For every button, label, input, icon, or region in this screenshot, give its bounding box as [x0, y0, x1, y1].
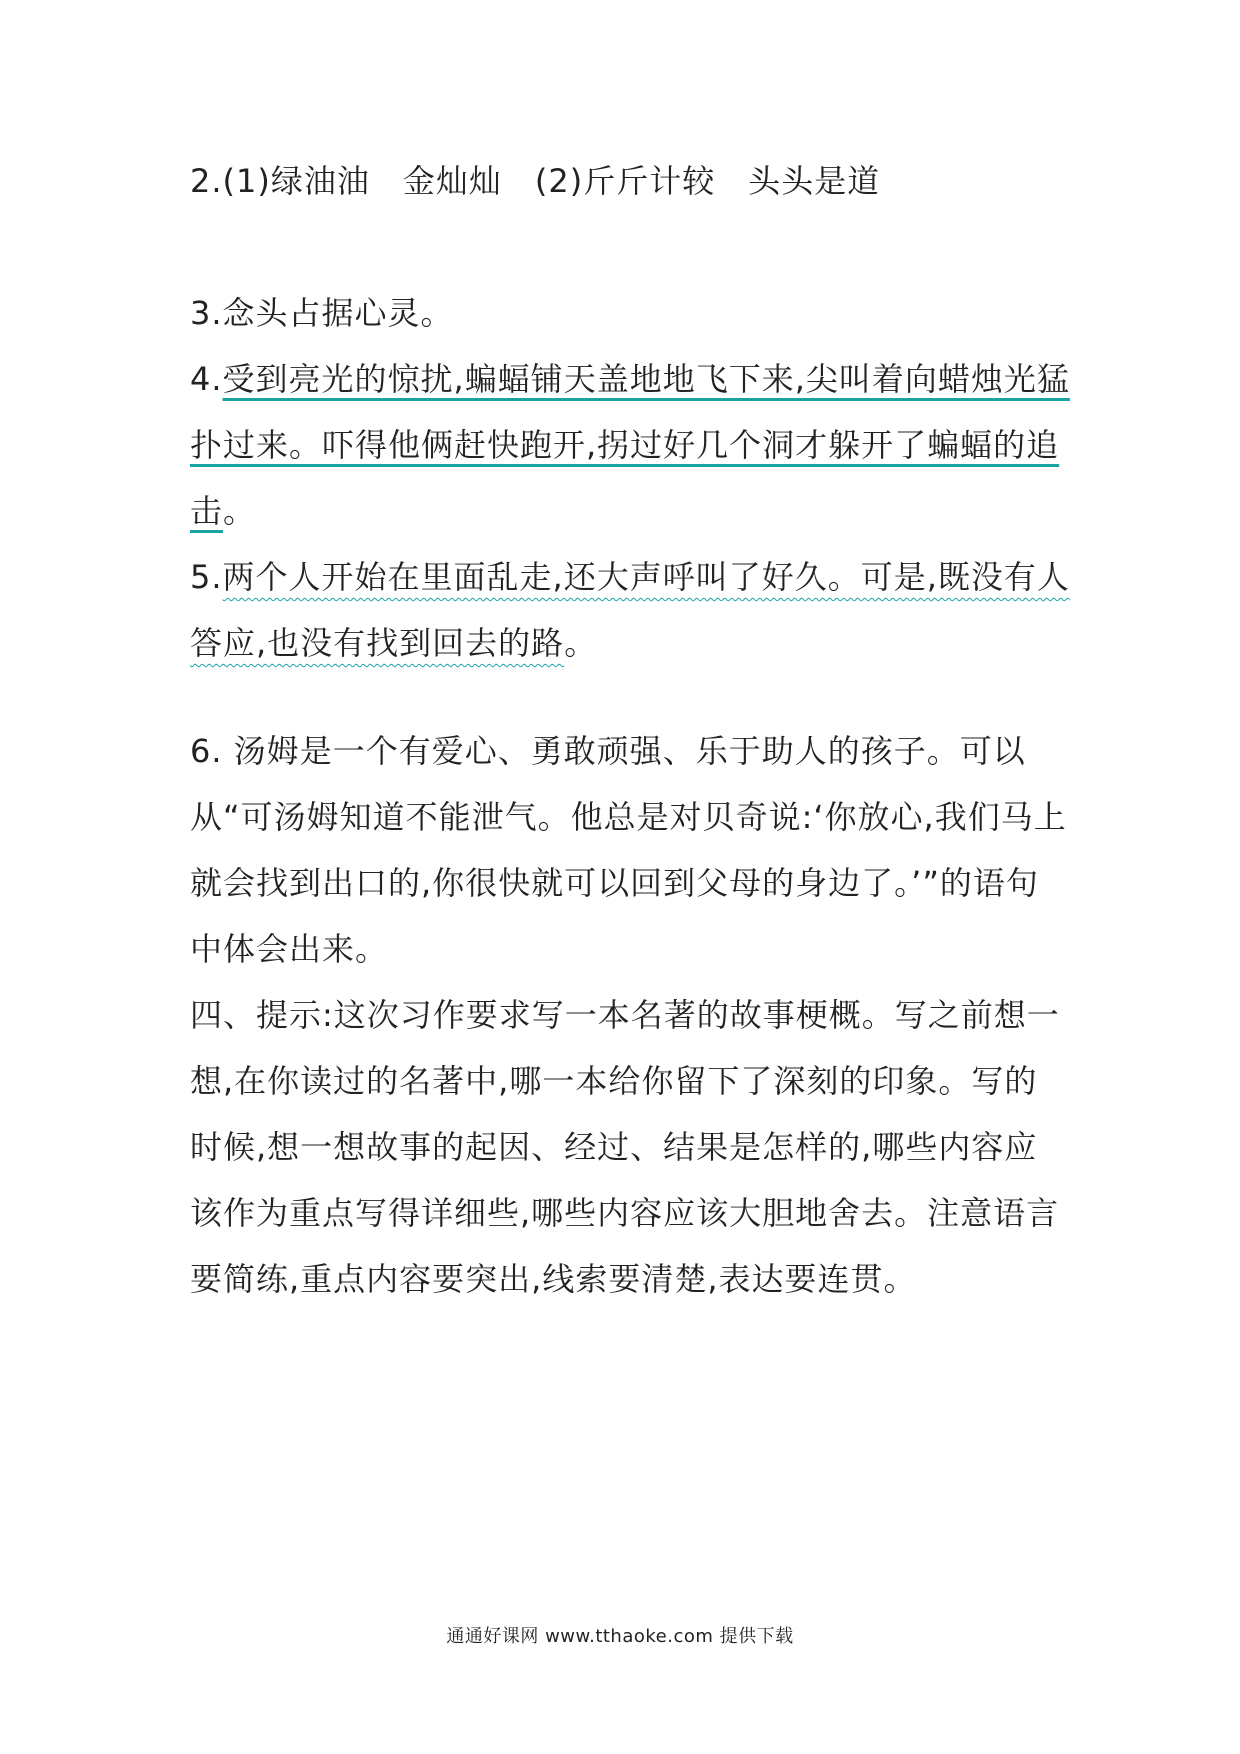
answer-2-part2-word1: 斤斤计较	[583, 162, 716, 200]
answer-2-part1-word2: 金灿灿	[402, 162, 502, 200]
answer-4-number: 4.	[190, 360, 223, 398]
answer-4-period: 。	[223, 492, 257, 530]
answer-content	[190, 148, 1070, 1312]
answer-5	[190, 544, 1070, 676]
answer-6-text: 6. 汤姆是一个有爱心、勇敢顽强、乐于助人的孩子。可以从“可汤姆知道不能泄气。他总是对贝奇说:‘你放心,我们马上就会找到出口的,你很快就可以回到父母的身边了。’”的语句中体会出来。	[190, 732, 1067, 968]
answer-5-period: 。	[564, 624, 598, 662]
section-4-hint	[190, 982, 1070, 1312]
answer-2-part2-label: (2)	[534, 162, 584, 200]
spacer	[190, 214, 1070, 280]
spacer	[190, 676, 1070, 718]
answer-4-underlined-text: 受到亮光的惊扰,蝙蝠铺天盖地地飞下来,尖叫着向蜡烛光猛扑过来。吓得他俩赶快跑开,拐过好几个洞才躲开了蝙蝠的追击	[190, 360, 1070, 530]
answer-5-wavy-underlined-text: 两个人开始在里面乱走,还大声呼叫了好久。可是,既没有人答应,也没有找到回去的路	[190, 558, 1070, 662]
answer-5-number: 5.	[190, 558, 223, 596]
answer-2-part1-word1: 绿油油	[270, 162, 370, 200]
answer-6	[190, 718, 1070, 982]
section-4-hint-text: 四、提示:这次习作要求写一本名著的故事梗概。写之前想一想,在你读过的名著中,哪一本给你留下了深刻的印象。写的时候,想一想故事的起因、经过、结果是怎样的,哪些内容应该作为重点写得详细些,哪些内容应该大胆地舍去。注意语言要简练,重点内容要突出,线索要清楚,表达要连贯。	[190, 996, 1060, 1298]
answer-2-part2-word2: 头头是道	[748, 162, 881, 200]
answer-2-part1-label: (1)	[222, 162, 271, 200]
answer-3-text: 3.念头占据心灵。	[190, 294, 454, 332]
footer-source: 通通好课网 www.tthaoke.com 提供下载	[446, 1626, 794, 1647]
answer-2	[190, 148, 1070, 214]
answer-4	[190, 346, 1070, 544]
answer-3	[190, 280, 1070, 346]
answer-2-number: 2.	[190, 162, 223, 200]
